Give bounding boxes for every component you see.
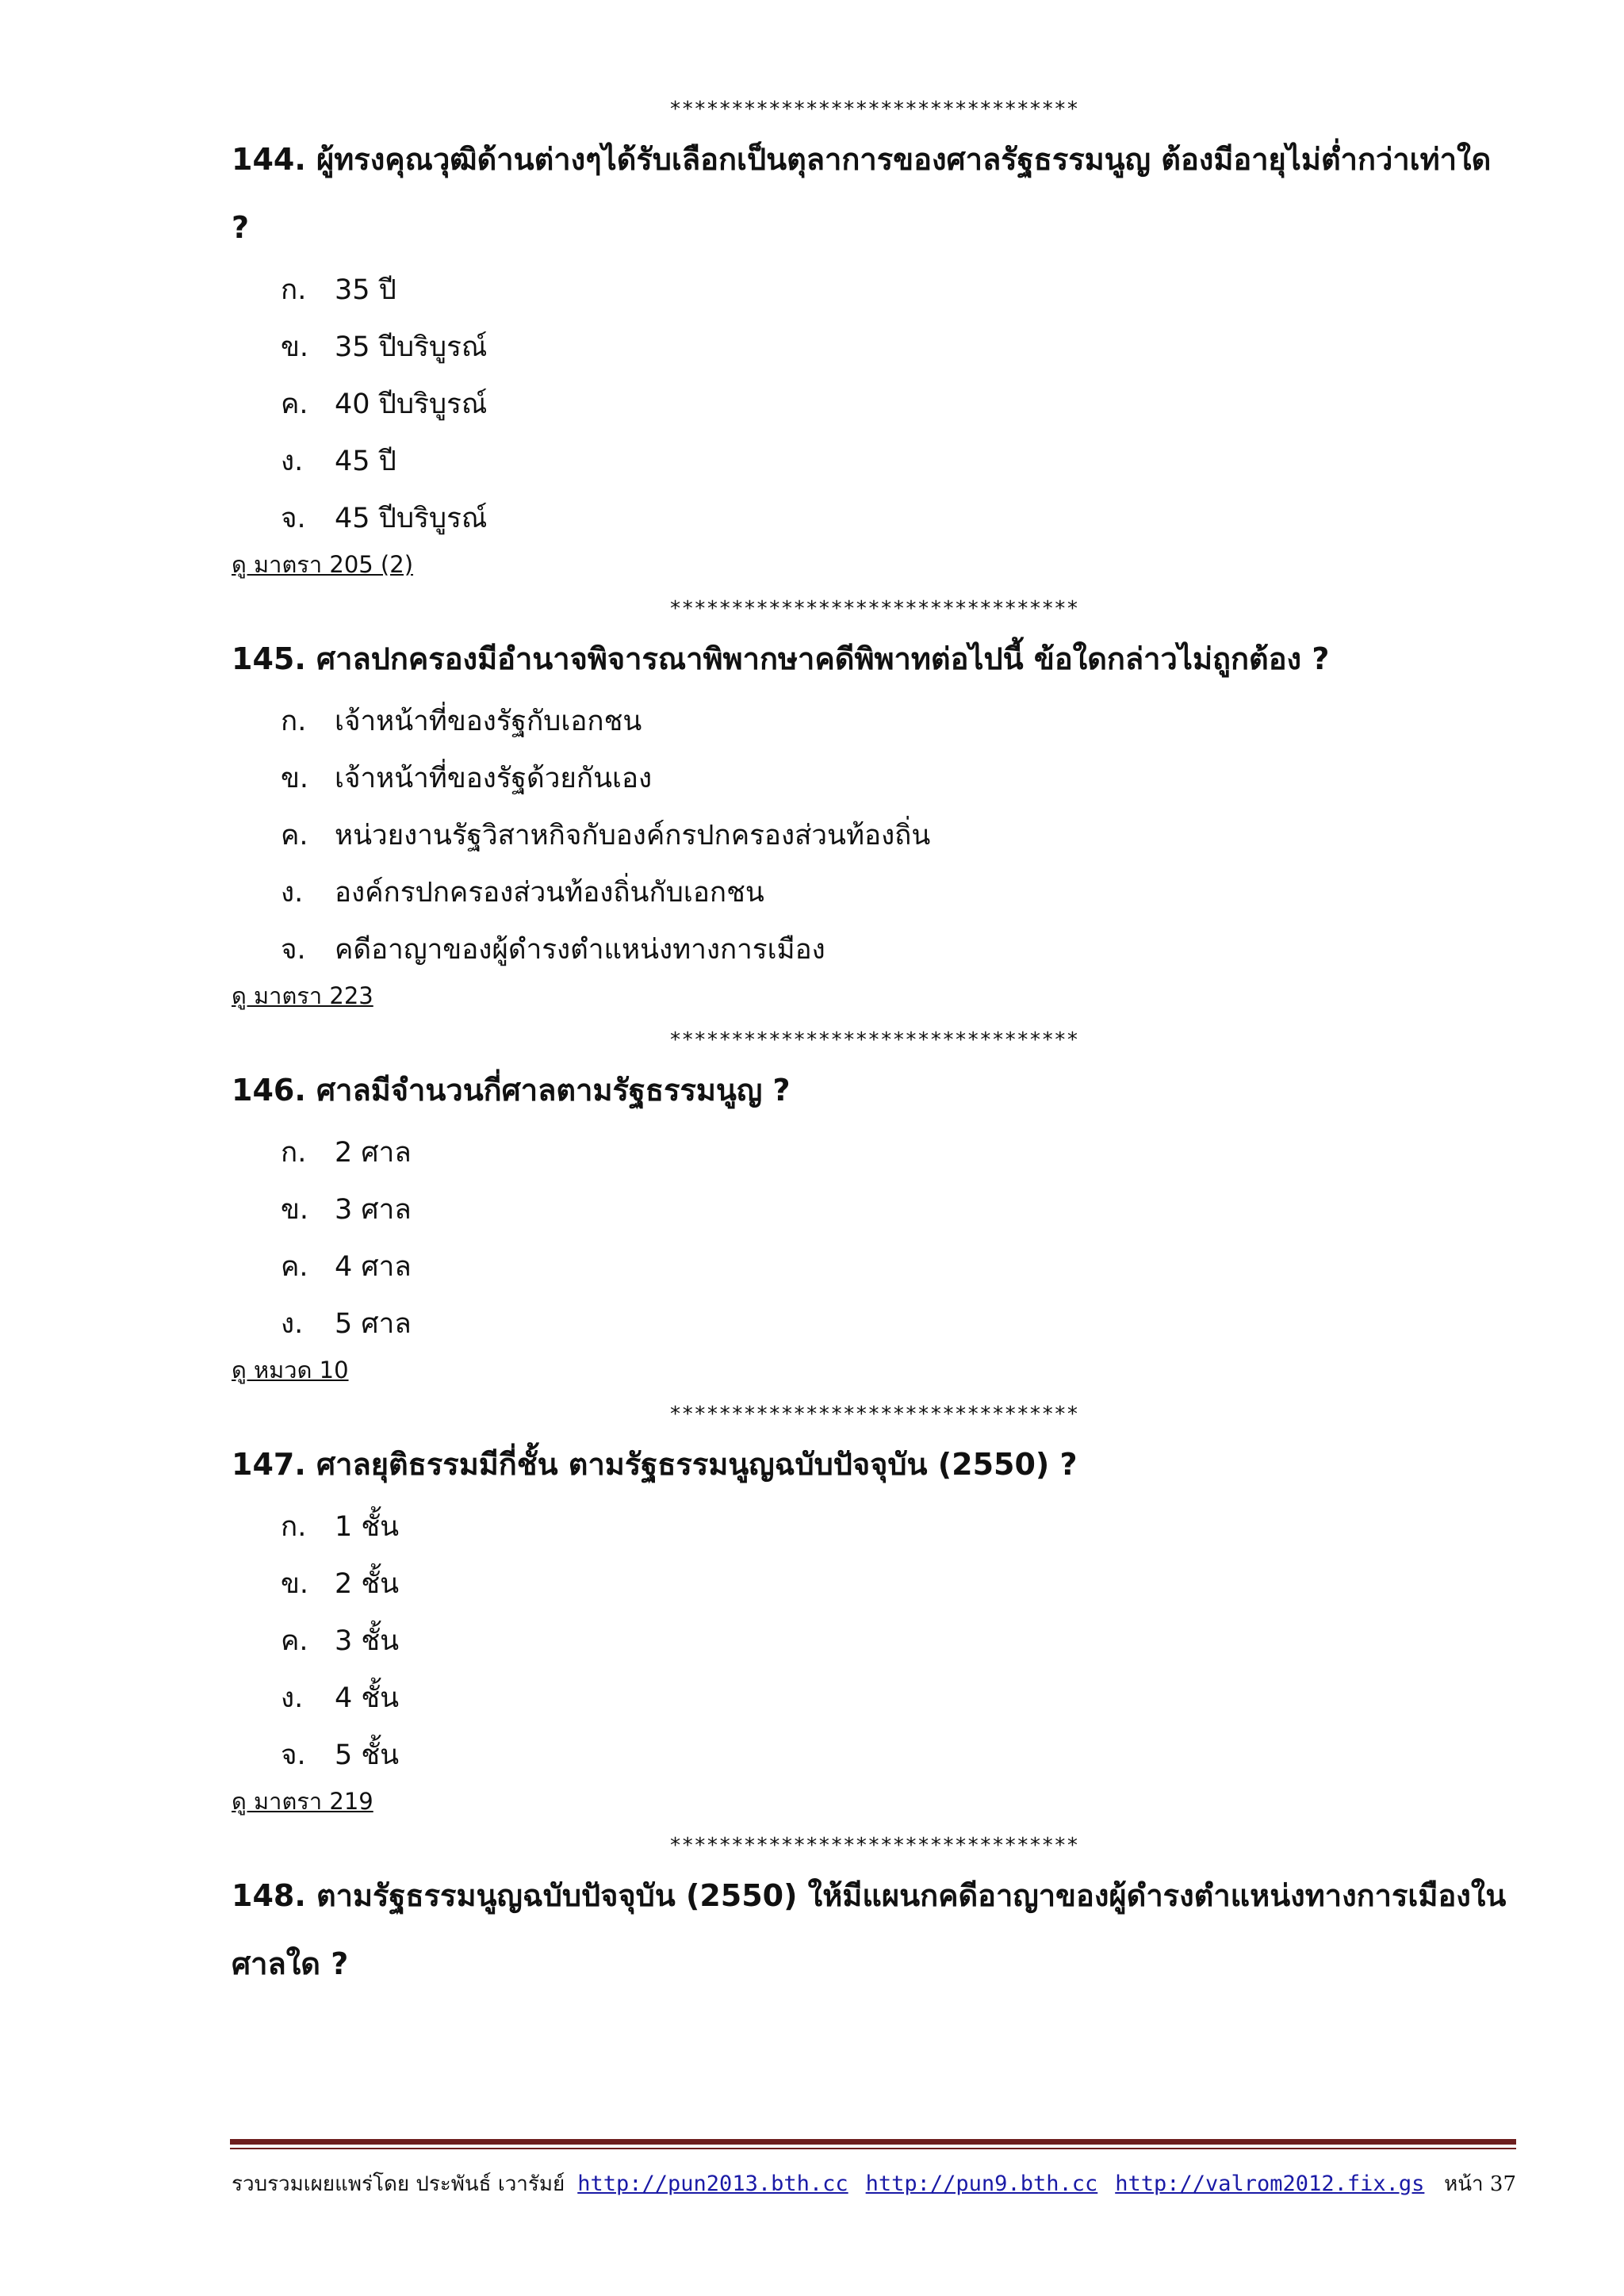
answer-option [281,1556,1516,1613]
footer-rule-thin [230,2148,1516,2149]
option-letter: ค. [281,1251,308,1283]
option-letter: ค. [281,1625,308,1657]
option-letter: ข. [281,331,309,363]
option-letter: ข. [281,1568,309,1600]
answer-options [232,262,1516,547]
option-letter: ข. [281,763,309,794]
option-letter: ง. [281,446,304,477]
separator-line: ********************************* [668,597,1079,621]
option-text: 3 ศาล [335,1194,412,1226]
option-text: 40 ปีบริบูรณ์ [335,388,488,420]
question-list [232,94,1516,1998]
footer-link-3[interactable]: http://valrom2012.fix.gs [1115,2171,1425,2196]
question-text: 147. ศาลยุติธรรมมีกี่ชั้น ตามรัฐธรรมนูญฉบับปัจจุบัน (2550) ? [232,1447,1078,1482]
footer-rule [230,2139,1516,2150]
answer-option [281,433,1516,490]
option-letter: ก. [281,706,307,737]
answer-option [281,1238,1516,1295]
answer-option [281,376,1516,433]
option-text: 4 ชั้น [335,1682,400,1714]
option-text: 5 ศาล [335,1308,412,1340]
reference-note: ดู หมวด 10 [232,1357,349,1383]
option-letter: จ. [281,503,306,534]
option-letter: ข. [281,1194,309,1226]
option-text: 3 ชั้น [335,1625,400,1657]
answer-option [281,319,1516,376]
answer-options [232,693,1516,978]
footer-link-1[interactable]: http://pun2013.bth.cc [577,2171,848,2196]
separator-line: ********************************* [668,1834,1079,1858]
answer-option [281,262,1516,319]
option-text: 35 ปี [335,274,396,306]
footer [232,2164,1516,2202]
option-letter: จ. [281,934,306,966]
answer-option [281,864,1516,921]
separator-line: ********************************* [668,1402,1079,1426]
option-text: 4 ศาล [335,1251,412,1283]
option-letter: ค. [281,388,308,420]
option-text: 1 ชั้น [335,1511,400,1543]
answer-option [281,1181,1516,1238]
option-text: เจ้าหน้าที่ของรัฐด้วยกันเอง [335,763,653,794]
answer-option [281,1124,1516,1181]
reference-note: ดู มาตรา 205 (2) [232,551,414,578]
option-letter: ง. [281,877,304,909]
question-text: 145. ศาลปกครองมีอำนาจพิจารณาพิพากษาคดีพิพาทต่อไปนี้ ข้อใดกล่าวไม่ถูกต้อง ? [232,641,1330,676]
answer-option [281,693,1516,750]
option-text: 5 ชั้น [335,1739,400,1771]
option-text: 45 ปีบริบูรณ์ [335,503,488,534]
option-text: 45 ปี [335,446,396,477]
separator-line: ********************************* [668,1028,1079,1052]
option-letter: จ. [281,1739,306,1771]
answer-option [281,807,1516,864]
footer-rule-thick [230,2139,1516,2145]
option-letter: ง. [281,1308,304,1340]
answer-options [232,1498,1516,1784]
reference-note: ดู มาตรา 223 [232,982,373,1009]
question-text: 144. ผู้ทรงคุณวุฒิด้านต่างๆได้รับเลือกเป็นตุลาการของศาลรัฐธรรมนูญ ต้องมีอายุไม่ต่ำกว่าเท่าใด ? [232,142,1492,245]
option-letter: ก. [281,1511,307,1543]
option-letter: ง. [281,1682,304,1714]
option-text: 35 ปีบริบูรณ์ [335,331,488,363]
footer-credit: รวบรวมเผยแพร่โดย ประพันธ์ เวารัมย์ [232,2172,565,2196]
question-text: 146. ศาลมีจำนวนกี่ศาลตามรัฐธรรมนูญ ? [232,1073,791,1108]
answer-option [281,750,1516,807]
answer-option [281,1295,1516,1353]
option-text: 2 ศาล [335,1137,412,1169]
footer-link-2[interactable]: http://pun9.bth.cc [865,2171,1098,2196]
answer-options [232,1124,1516,1353]
option-text: องค์กรปกครองส่วนท้องถิ่นกับเอกชน [335,877,764,909]
answer-option [281,921,1516,978]
option-text: 2 ชั้น [335,1568,400,1600]
answer-option [281,1727,1516,1784]
option-text: เจ้าหน้าที่ของรัฐกับเอกชน [335,706,642,737]
page-number: หน้า 37 [1444,2172,1516,2196]
reference-note: ดู มาตรา 219 [232,1788,373,1815]
option-text: คดีอาญาของผู้ดำรงตำแหน่งทางการเมือง [335,934,825,966]
separator-line: ********************************* [668,98,1079,121]
answer-option [281,490,1516,547]
option-text: หน่วยงานรัฐวิสาหกิจกับองค์กรปกครองส่วนท้องถิ่น [335,820,931,851]
option-letter: ก. [281,274,307,306]
question-text: 148. ตามรัฐธรรมนูญฉบับปัจจุบัน (2550) ให้มีแผนกคดีอาญาของผู้ดำรงตำแหน่งทางการเมืองในศาลใด ? [232,1878,1507,1981]
answer-option [281,1670,1516,1727]
answer-option [281,1613,1516,1670]
option-letter: ก. [281,1137,307,1169]
option-letter: ค. [281,820,308,851]
answer-option [281,1498,1516,1556]
